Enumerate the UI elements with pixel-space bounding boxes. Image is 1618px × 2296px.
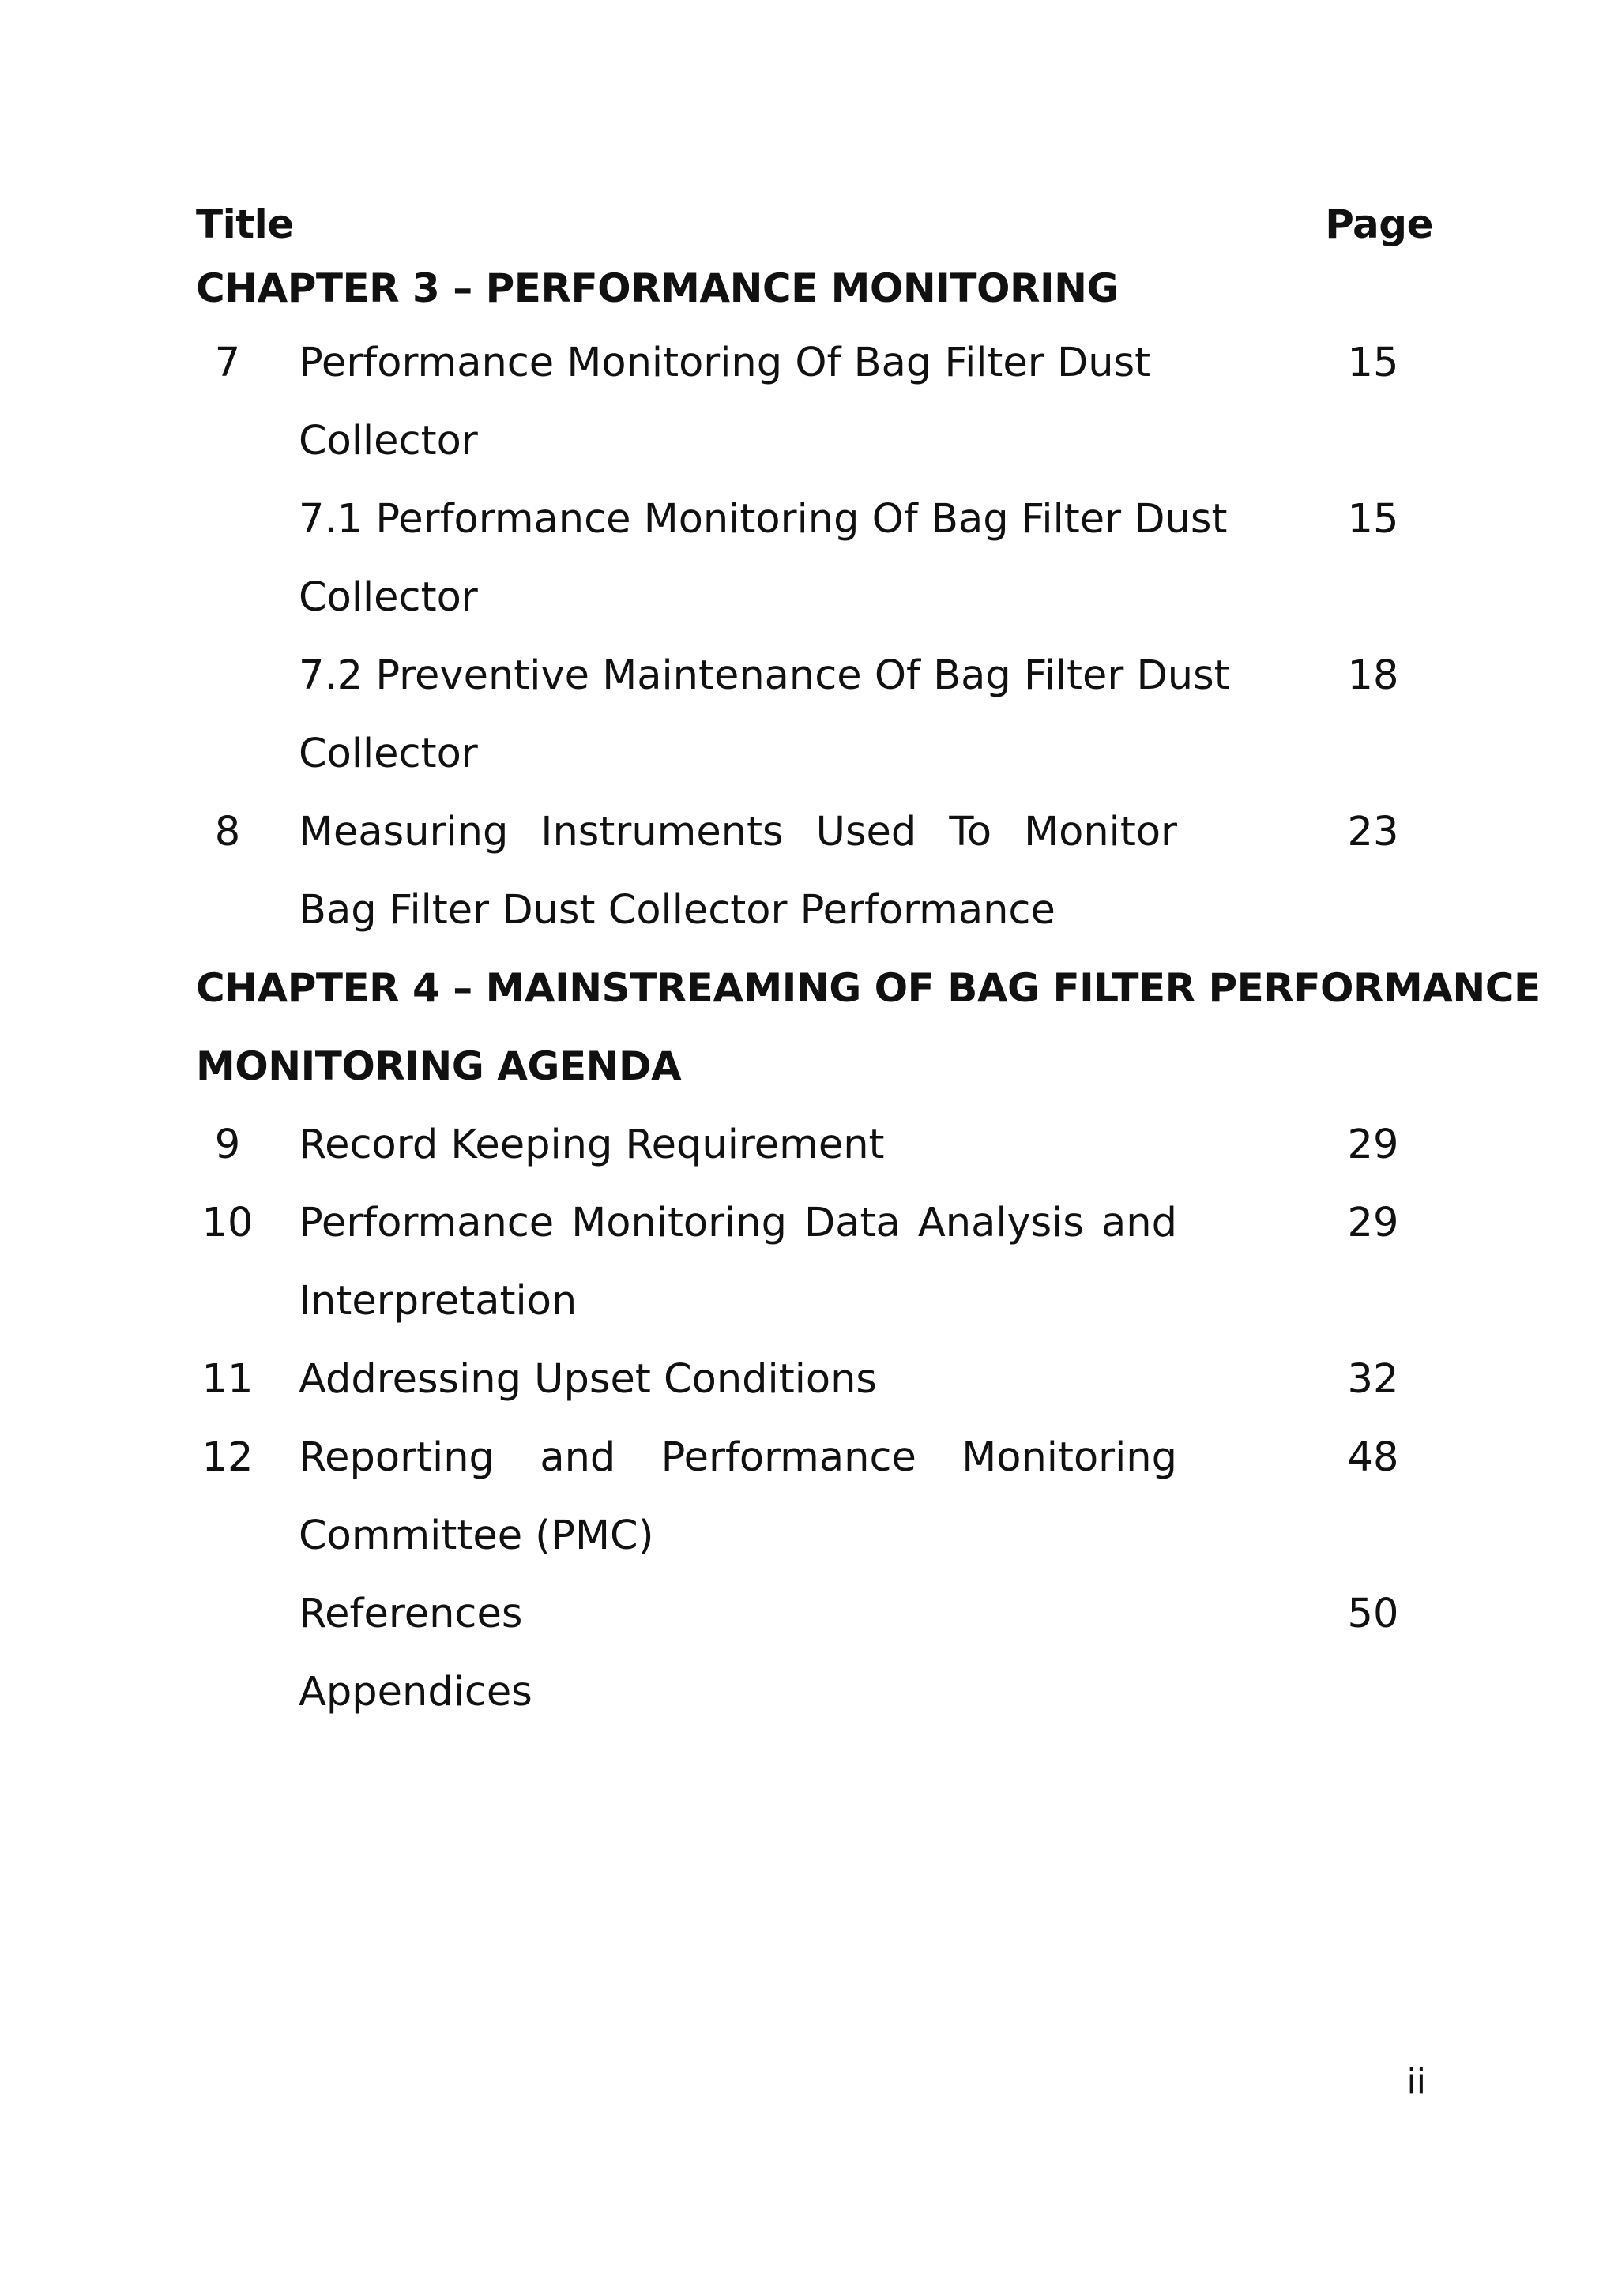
toc-entry-page: 32 <box>1347 1356 1399 1403</box>
toc-entry-title: Performance Monitoring Data Analysis and Interpretation <box>299 1200 1177 1325</box>
toc-entry[interactable] <box>196 1575 1433 1653</box>
toc-entry-page: 15 <box>1347 496 1399 543</box>
toc-header <box>196 196 1433 253</box>
toc-entry-page: 18 <box>1347 652 1399 699</box>
toc-entry-title: References <box>299 1591 523 1637</box>
toc-entry-number: 12 <box>201 1434 254 1481</box>
chapter-4-entries <box>196 1106 1433 1731</box>
chapter-4-heading-line-2: MONITORING AGENDA <box>196 1043 682 1089</box>
toc-entry-title: Measuring Instruments Used To Monitor Bag Filter Dust Collector Performance <box>299 809 1177 934</box>
toc-entry-title: Performance Monitoring Of Bag Filter Dust Collector <box>299 340 1151 464</box>
toc-entry-page: 29 <box>1347 1200 1399 1246</box>
toc-entry[interactable] <box>196 480 1433 637</box>
toc-entry-number: 7 <box>214 340 241 386</box>
toc-entry-page: 23 <box>1347 809 1399 855</box>
toc-entry[interactable] <box>196 1106 1433 1184</box>
page-number: ii <box>1406 2061 1426 2102</box>
toc-entry-number: 9 <box>214 1122 241 1168</box>
toc-entry-page: 29 <box>1347 1122 1399 1168</box>
toc-entry-number: 8 <box>214 809 241 855</box>
toc-entry[interactable] <box>196 1653 1433 1731</box>
toc-entry-number: 10 <box>201 1200 254 1246</box>
toc-entry-title: Addressing Upset Conditions <box>299 1356 877 1403</box>
chapter-3-heading: CHAPTER 3 – PERFORMANCE MONITORING <box>196 265 1119 311</box>
toc-entry[interactable] <box>196 637 1433 793</box>
toc-entry-title: 7.1 Performance Monitoring Of Bag Filter Dust Collector <box>299 496 1228 621</box>
toc-entry[interactable] <box>196 324 1433 480</box>
toc-entry-title: Reporting and Performance Monitoring Committee (PMC) <box>299 1434 1177 1559</box>
toc-entry-page: 15 <box>1347 340 1399 386</box>
chapter-3-entries <box>196 324 1433 949</box>
toc-entry-title: 7.2 Preventive Maintenance Of Bag Filter Dust Collector <box>299 652 1230 777</box>
toc-entry[interactable] <box>196 793 1433 949</box>
toc-title-column-label: Title <box>196 201 294 247</box>
toc-entry[interactable] <box>196 1184 1433 1340</box>
toc-entry-title: Record Keeping Requirement <box>299 1122 885 1168</box>
chapter-4-heading-line-1: CHAPTER 4 – MAINSTREAMING OF BAG FILTER PERFORMANCE <box>196 965 1541 1011</box>
toc-entry-page: 48 <box>1347 1434 1399 1481</box>
table-of-contents <box>196 196 1541 1731</box>
toc-entry-page: 50 <box>1347 1591 1399 1637</box>
toc-entry[interactable] <box>196 1419 1433 1575</box>
toc-entry-title: Appendices <box>299 1669 532 1715</box>
toc-entry-number: 11 <box>201 1356 254 1403</box>
toc-page-column-label: Page <box>1325 201 1433 247</box>
toc-entry[interactable] <box>196 1340 1433 1419</box>
